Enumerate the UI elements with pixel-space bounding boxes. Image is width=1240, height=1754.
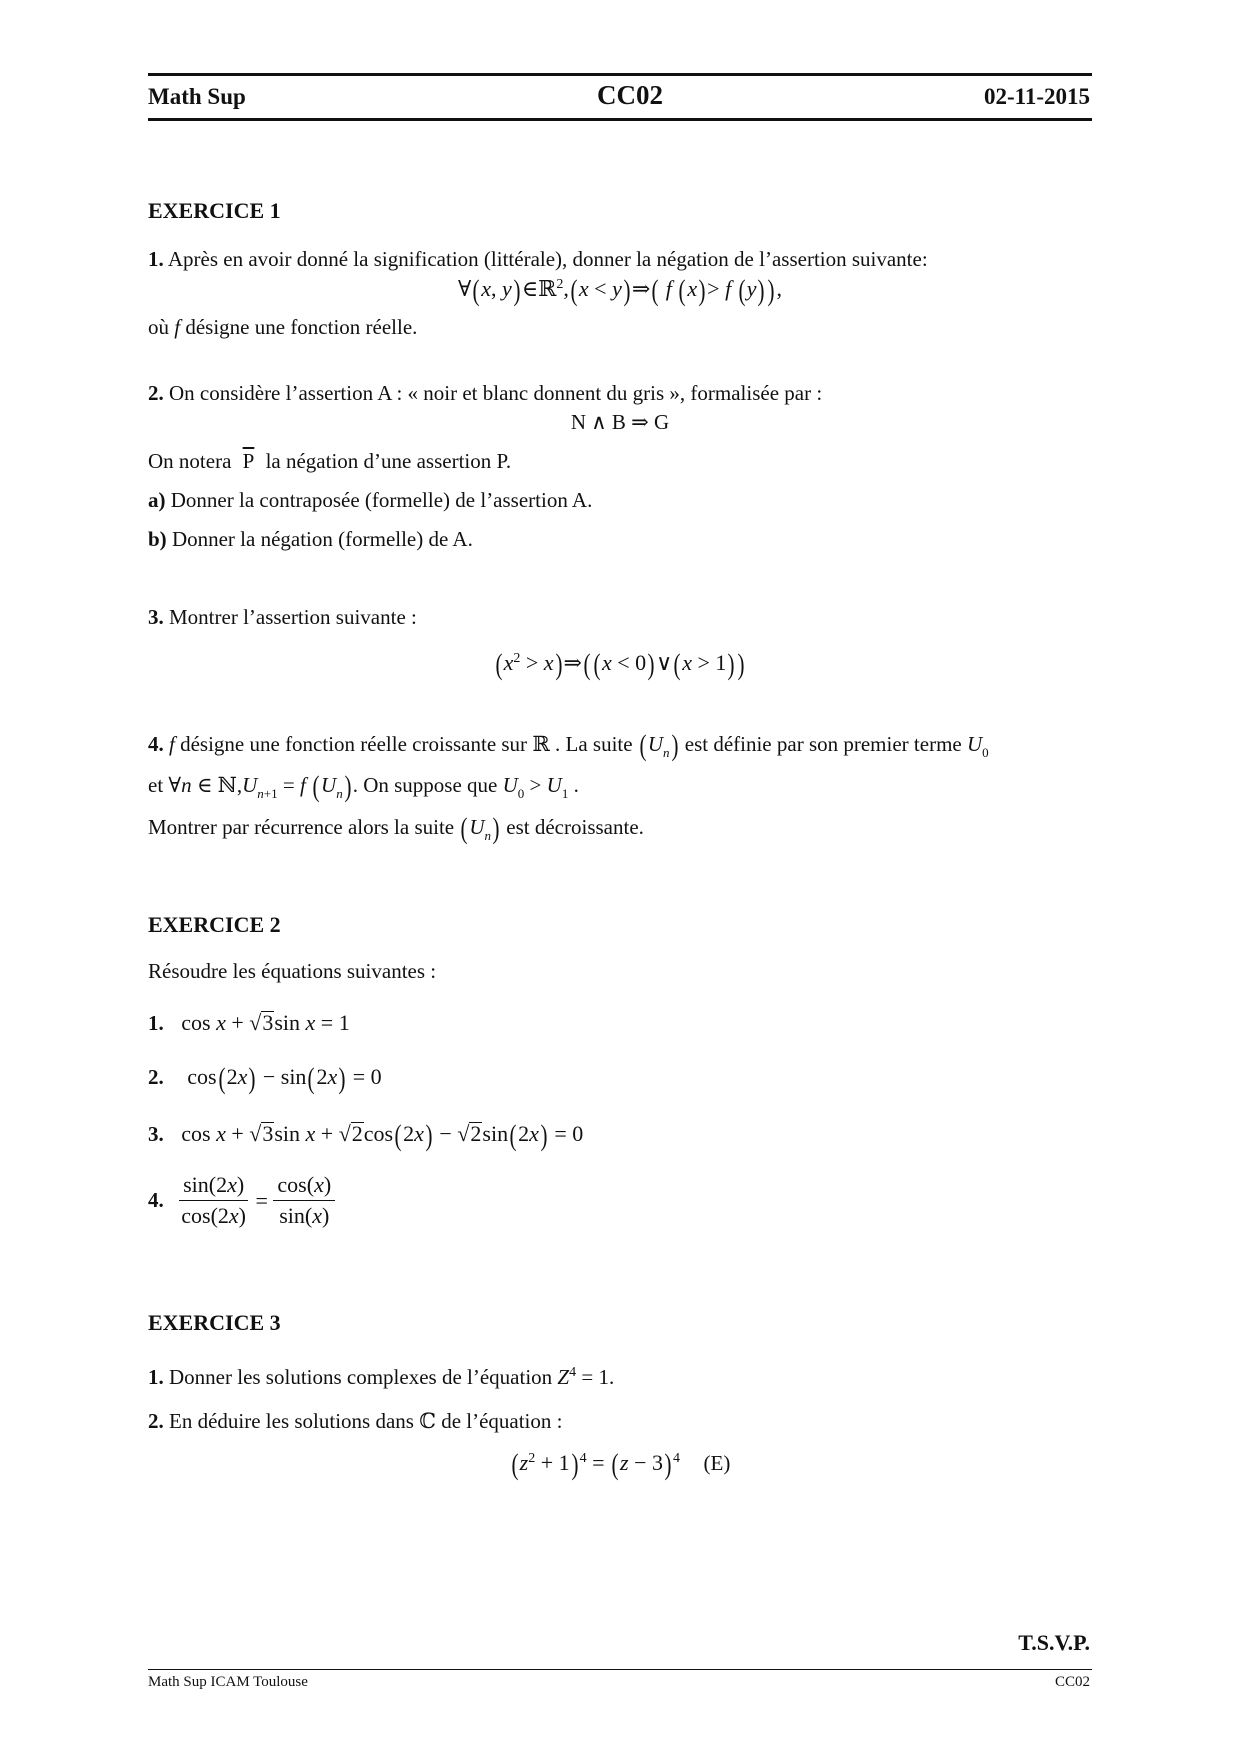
ex2-eq3-number: 3. bbox=[148, 1122, 164, 1146]
ex3-q2-text-b: de l’équation : bbox=[435, 1409, 563, 1433]
ex1-q4-line2: et ∀n ∈ $ℕ,U_{n+1} = f$ $(U_n)$. On suppose que $U_0 > U_1$ . bbox=[148, 770, 579, 803]
ex1-q4-line1-a: désigne une fonction réelle croissante sur bbox=[174, 732, 533, 756]
ex1-q4-f: f bbox=[169, 732, 175, 756]
ex3-q1-text: Donner les solutions complexes de l’équation bbox=[163, 1365, 558, 1389]
ex1-q2-b-text: Donner la négation (formelle) de A. bbox=[166, 527, 473, 551]
ex3-q1-number: 1. bbox=[148, 1365, 164, 1389]
ex1-q4-line2-b: . On suppose que bbox=[352, 773, 503, 797]
ex1-q3-statement bbox=[148, 604, 417, 630]
ex1-q2-a-text: Donner la contraposée (formelle) de l’assertion A. bbox=[165, 488, 593, 512]
ex3-q2-text-a: En déduire les solutions dans bbox=[163, 1409, 420, 1433]
exercise1-title: EXERCICE 1 bbox=[148, 198, 281, 223]
ex1-q2-notation-post: la négation d’une assertion P. bbox=[260, 449, 512, 473]
ex3-q2-number: 2. bbox=[148, 1409, 164, 1433]
ex1-q2-notation bbox=[148, 448, 511, 474]
ex3-q2-formula-text bbox=[0, 0, 1, 1]
header-left: Math Sup bbox=[148, 84, 246, 109]
ex3-q1-end: = 1. bbox=[576, 1365, 615, 1389]
ex2-eq1: 1. cos x + √3sin x = 1 bbox=[148, 1010, 350, 1035]
ex1-q2-statement bbox=[148, 380, 822, 406]
ex1-q4-line2-a: et bbox=[148, 773, 169, 797]
ex1-q2-notation-pre: On notera bbox=[148, 449, 237, 473]
header-bottom-rule bbox=[148, 118, 1092, 121]
ex1-q4-line1-c: est définie par son premier terme bbox=[679, 732, 967, 756]
exercise2-title: EXERCICE 2 bbox=[148, 912, 281, 937]
ex1-q4-line1-b: . La suite bbox=[549, 732, 638, 756]
ex1-q4-line3-b: est décroissante. bbox=[506, 815, 644, 839]
ex3-q2-C: ℂ bbox=[419, 1409, 436, 1433]
tsvp-label: T.S.V.P. bbox=[1018, 1630, 1090, 1655]
footer-rule bbox=[148, 1669, 1092, 1670]
ex1-q1-number: 1. bbox=[148, 247, 164, 271]
header-date: 02-11-2015 bbox=[983, 84, 1090, 109]
ex1-q4-line3-a: Montrer par récurrence alors la suite bbox=[148, 815, 460, 839]
ex1-q2-number: 2. bbox=[148, 381, 164, 405]
ex3-q1: 1. Donner les solutions complexes de l’équation $Z^4 = 1$. bbox=[148, 1365, 615, 1389]
ex1-q4-number: 4. bbox=[148, 732, 164, 756]
ex1-q4-R: ℝ bbox=[532, 732, 550, 756]
ex2-eq4: 4. $\frac{\sin(2x)}{\cos(2x)}$ = $\frac{\cos(x)}{\sin(x)}$ bbox=[148, 1172, 335, 1229]
header-title: CC02 bbox=[597, 80, 663, 110]
ex2-eq2-number: 2. bbox=[148, 1065, 164, 1089]
ex1-q2-notation-pbar: $\overline{P}$ bbox=[242, 449, 255, 473]
ex1-q1-text: Après en avoir donné la signification (littérale), donner la négation de l’assertion suivante: bbox=[163, 247, 928, 271]
ex1-q3-text: Montrer l’assertion suivante : bbox=[163, 605, 417, 629]
ex1-q2-a bbox=[148, 487, 592, 513]
ex1-q4-line1: 4. f désigne une fonction réelle croissante sur ℝ . La suite $(U_n)$ est définie par son premier terme $U_0$ bbox=[148, 729, 989, 762]
ex3-q2 bbox=[148, 1408, 562, 1434]
ex3-q2-equation-label: (E) bbox=[703, 1451, 731, 1475]
ex1-q3-number: 3. bbox=[148, 605, 164, 629]
ex1-q4-line3: Montrer par récurrence alors la suite $(U_n)$ est décroissante. bbox=[148, 812, 644, 845]
ex1-q1-formula: ∀(x, y)∈ℝ$^2$,(x < y)⇒( f (x)> f (y) ), bbox=[458, 274, 782, 307]
ex2-eq1-number: 1. bbox=[148, 1011, 164, 1035]
ex1-q2-b bbox=[148, 526, 473, 552]
footer-left: Math Sup ICAM Toulouse bbox=[148, 1674, 308, 1690]
footer-right: CC02 bbox=[1054, 1674, 1090, 1690]
ex3-q2-formula: $(z^2 + 1) ^4 = (z - 3)$ $^4$ (E) bbox=[511, 1448, 731, 1481]
ex1-q1-note-prefix: où bbox=[148, 315, 175, 339]
exercise3-title: EXERCICE 3 bbox=[148, 1310, 281, 1335]
ex1-q2-text: On considère l’assertion A : « noir et blanc donnent du gris », formalisée par : bbox=[163, 381, 823, 405]
ex2-eq3: 3. cos x + √3sin x + √2cos(2x) − √2sin(2x) = 0 bbox=[148, 1119, 584, 1152]
ex1-q2-a-label: a) bbox=[148, 488, 166, 512]
ex1-q1-note-f: f bbox=[174, 315, 181, 339]
ex1-q1-note bbox=[148, 314, 417, 340]
header-top-rule bbox=[148, 73, 1092, 76]
ex1-q1-statement bbox=[148, 246, 928, 272]
ex2-intro: Résoudre les équations suivantes : bbox=[148, 959, 437, 983]
ex1-q2-formula: N ∧ B ⇒ G bbox=[570, 410, 670, 434]
ex2-eq4-number: 4. bbox=[148, 1188, 164, 1212]
ex1-q1-note-rest: désigne une fonction réelle. bbox=[180, 315, 418, 339]
ex1-q3-formula: ($x^2$ > x)⇒( (x < 0)∨(x > 1) ) bbox=[495, 648, 745, 681]
ex1-q2-b-label: b) bbox=[148, 527, 167, 551]
ex2-eq2: 2. cos(2x) − sin(2x) = 0 bbox=[148, 1062, 382, 1095]
